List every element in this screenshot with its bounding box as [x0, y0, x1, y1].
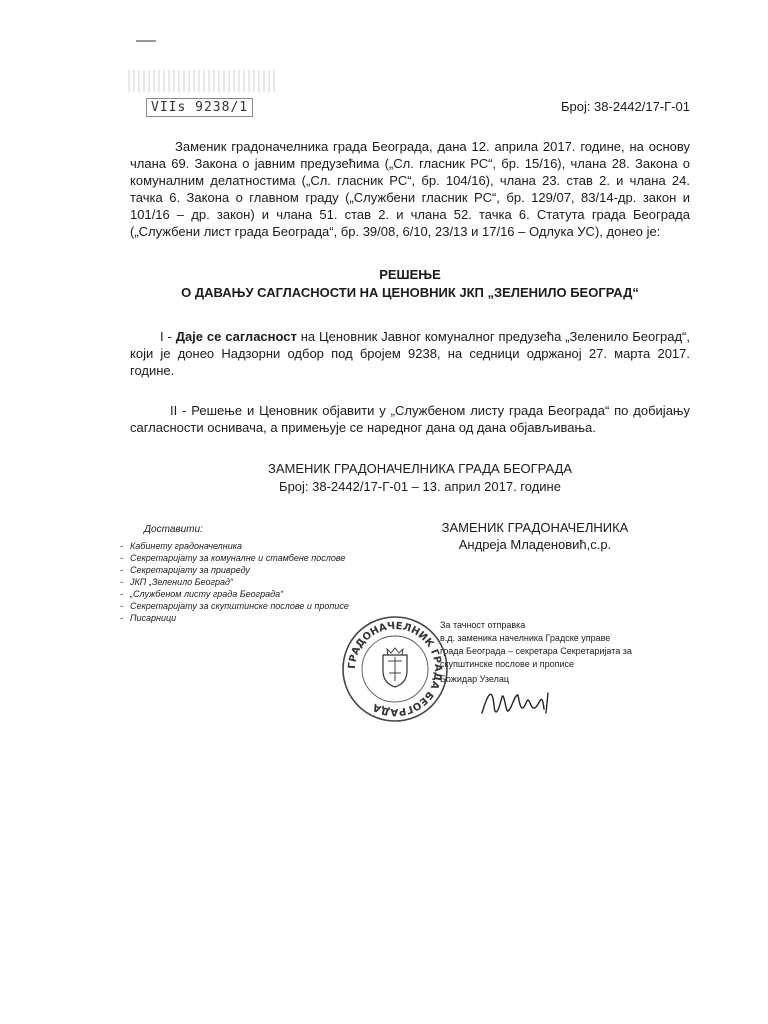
delivery-item: - „Службеном листу града Београда“: [120, 588, 420, 600]
delivery-item: - Кабинету градоначелника: [120, 540, 420, 552]
certification-line: скупштинске послове и прописе: [440, 659, 575, 669]
handwritten-signature: [478, 683, 568, 723]
coat-of-arms-icon: [383, 648, 407, 687]
item-two-paragraph: II - Решење и Ценовник објавити у „Службеном листу града Београда“ по добијању сагласности оснивача, а примењује се наредног дана од дана објављивања.: [130, 403, 690, 435]
signature-block-title: ЗАМЕНИК ГРАДОНАЧЕЛНИКА ГРАДА БЕОГРАДА: [267, 461, 573, 476]
signer-name: Андреја Младеновић,с.р.: [458, 537, 612, 552]
registration-stamp: [118, 40, 298, 120]
registration-number: VIIs 9238/1: [146, 98, 253, 117]
delivery-title: Доставити:: [144, 524, 203, 535]
signer-title: ЗАМЕНИК ГРАДОНАЧЕЛНИКА: [441, 520, 629, 535]
decision-subtitle: О ДАВАЊУ САГЛАСНОСТИ НА ЦЕНОВНИК ЈКП „ЗЕЛЕНИЛО БЕОГРАД“: [181, 285, 639, 300]
certification-name: Божидар Узелац: [440, 674, 509, 684]
decision-title: РЕШЕЊЕ: [379, 267, 441, 282]
official-seal: [340, 614, 450, 724]
stamp-smudge: [128, 70, 278, 92]
item-one-bold: Даје се сагласност: [175, 329, 297, 344]
certification-line: града Београда – секретара Секретаријата за: [440, 646, 632, 656]
item-one-paragraph: [130, 328, 690, 379]
delivery-item: - ЈКП „Зеленило Београд“: [120, 576, 420, 588]
intro-paragraph: Заменик градоначелника града Београда, дана 12. априла 2017. године, на основу члана 69. Закона о јавним предузећима („Сл. гласник РС“, бр. 15/16), члана 28. Закона о комуналним делатностима („Сл. гласник РС“, бр. 104/16), члана 23. став 2. и члана 24. тачка 6. Закона о главном граду („Службени гласник РС“, бр. 129/07, 83/14-др. закон и 101/16 – др. закон) и члана 51. став 2. и члана 52. тачка 6. Статута града Београда („Службени лист града Београда“, бр. 39/08, 6/10, 23/13 и 17/16 – Одлука УС), донео је:: [130, 139, 690, 239]
certification-line: За тачност отправка: [440, 620, 526, 630]
delivery-item: - Секретаријату за комуналне и стамбене послове: [120, 552, 420, 564]
delivery-item: - Секретаријату за скупштинске послове и прописе: [120, 600, 420, 612]
delivery-items: [120, 540, 420, 624]
signature-block-number: Број: 38-2442/17-Г-01 – 13. април 2017. године: [279, 479, 561, 494]
seal-text: ГРАДОНАЧЕЛНИК ГРАДА БЕОГРАДА: [346, 620, 444, 718]
item-one-text: на Ценовник Јавног комуналног предузећа „Зеленило Београд“, који је донео Надзорни одбор под бројем 9238, на седници одржаној 27. марта 2017. године.: [130, 329, 690, 378]
stamp-mark: [136, 40, 156, 42]
certification-line: в.д. заменика начелника Градске управе: [440, 633, 611, 643]
delivery-item: - Секретаријату за привреду: [120, 564, 420, 576]
delivery-list: [120, 524, 420, 624]
document-number: Број: 38-2442/17-Г-01: [560, 99, 690, 114]
certification-block: [440, 619, 632, 686]
item-one-prefix: I -: [160, 329, 176, 344]
delivery-item: - Писарници: [120, 612, 420, 624]
